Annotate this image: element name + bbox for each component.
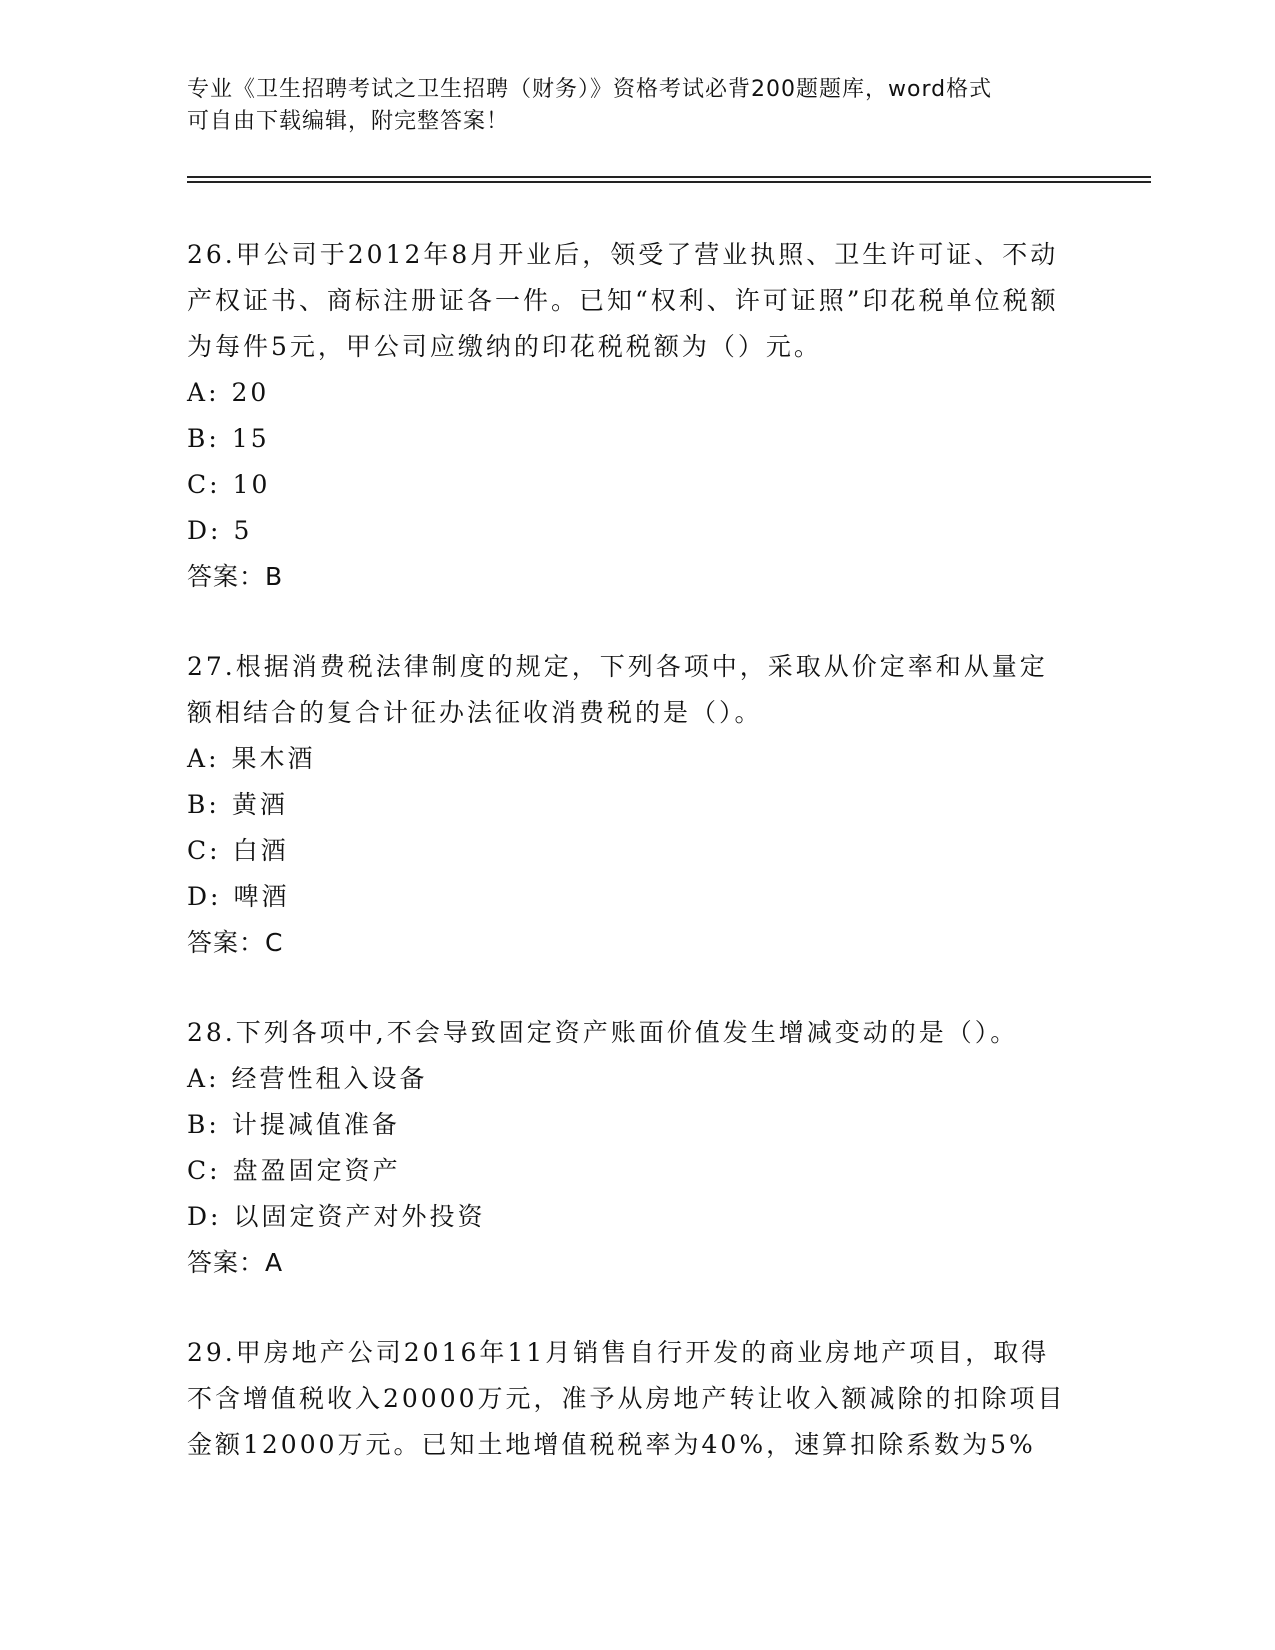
option-key: A xyxy=(187,378,209,407)
option-key: C xyxy=(187,1156,210,1185)
answer-option xyxy=(187,874,1067,920)
option-text: 20 xyxy=(231,378,270,407)
option-key: D xyxy=(187,516,211,545)
header-divider-bottom xyxy=(187,181,1151,183)
answer-option xyxy=(187,782,1067,828)
answer-label: 答案： xyxy=(187,1248,266,1277)
answer-option xyxy=(187,1102,1067,1148)
option-key: B xyxy=(187,424,209,453)
answer-option xyxy=(187,736,1067,782)
option-text: 啤酒 xyxy=(233,882,290,911)
option-separator: : xyxy=(208,378,220,407)
option-key: C xyxy=(187,470,210,499)
option-separator: : xyxy=(208,744,220,773)
option-text: 果木酒 xyxy=(231,744,316,773)
option-separator: : xyxy=(210,882,222,911)
option-key: A xyxy=(187,1064,209,1093)
answer-option xyxy=(187,370,1067,416)
option-separator: : xyxy=(208,424,220,453)
option-key: D xyxy=(187,1202,211,1231)
document-header xyxy=(187,74,1067,138)
option-text: 黄酒 xyxy=(231,790,288,819)
answer-option xyxy=(187,1056,1067,1102)
answer-option xyxy=(187,508,1067,554)
option-text: 经营性租入设备 xyxy=(231,1064,428,1093)
question-list xyxy=(187,232,1067,1512)
answer-label: 答案： xyxy=(187,928,266,957)
answer-value: B xyxy=(265,562,284,591)
answer-option xyxy=(187,416,1067,462)
option-separator: : xyxy=(209,836,221,865)
question-text: 26.甲公司于2012年8月开业后，领受了营业执照、卫生许可证、不动产权证书、商标注册证各一件。已知“权利、许可证照”印花税单位税额为每件5元，甲公司应缴纳的印花税税额为（）元。 xyxy=(187,240,1059,361)
option-key: C xyxy=(187,836,210,865)
answer-option xyxy=(187,462,1067,508)
option-separator: : xyxy=(210,1202,222,1231)
option-text: 盘盈固定资产 xyxy=(232,1156,401,1185)
option-text: 以固定资产对外投资 xyxy=(233,1202,486,1231)
option-separator: : xyxy=(209,470,221,499)
answer-line xyxy=(187,920,1067,966)
question-item xyxy=(187,1330,1067,1468)
option-separator: : xyxy=(208,1064,220,1093)
option-separator: : xyxy=(208,1110,220,1139)
header-divider-top xyxy=(187,176,1151,178)
answer-option xyxy=(187,1148,1067,1194)
option-separator: : xyxy=(209,1156,221,1185)
option-separator: : xyxy=(208,790,220,819)
answer-option xyxy=(187,828,1067,874)
option-text: 5 xyxy=(233,516,253,545)
question-item xyxy=(187,232,1067,600)
answer-line xyxy=(187,554,1067,600)
option-key: D xyxy=(187,882,211,911)
option-text: 计提减值准备 xyxy=(231,1110,400,1139)
question-item xyxy=(187,1010,1067,1286)
option-key: B xyxy=(187,790,209,819)
answer-value: C xyxy=(265,928,284,957)
option-text: 15 xyxy=(231,424,270,453)
option-separator: : xyxy=(210,516,222,545)
question-item xyxy=(187,644,1067,966)
option-text: 白酒 xyxy=(232,836,289,865)
header-title-line-2: 可自由下载编辑，附完整答案！ xyxy=(187,109,510,134)
answer-value: A xyxy=(265,1248,284,1277)
header-title-line-1: 专业《卫生招聘考试之卫生招聘（财务）》资格考试必背200题题库，word格式 xyxy=(187,77,993,102)
answer-option xyxy=(187,1194,1067,1240)
question-text: 29.甲房地产公司2016年11月销售自行开发的商业房地产项目，取得不含增值税收入20000万元，准予从房地产转让收入额减除的扣除项目金额12000万元。已知土地增值税税率为40%，速算扣除系数为5% xyxy=(187,1338,1066,1459)
answer-label: 答案： xyxy=(187,562,266,591)
question-text: 28.下列各项中,不会导致固定资产账面价值发生增减变动的是（）。 xyxy=(187,1018,1019,1047)
option-key: B xyxy=(187,1110,209,1139)
option-key: A xyxy=(187,744,209,773)
answer-line xyxy=(187,1240,1067,1286)
question-text: 27.根据消费税法律制度的规定，下列各项中，采取从价定率和从量定额相结合的复合计征办法征收消费税的是（）。 xyxy=(187,652,1048,727)
option-text: 10 xyxy=(232,470,271,499)
